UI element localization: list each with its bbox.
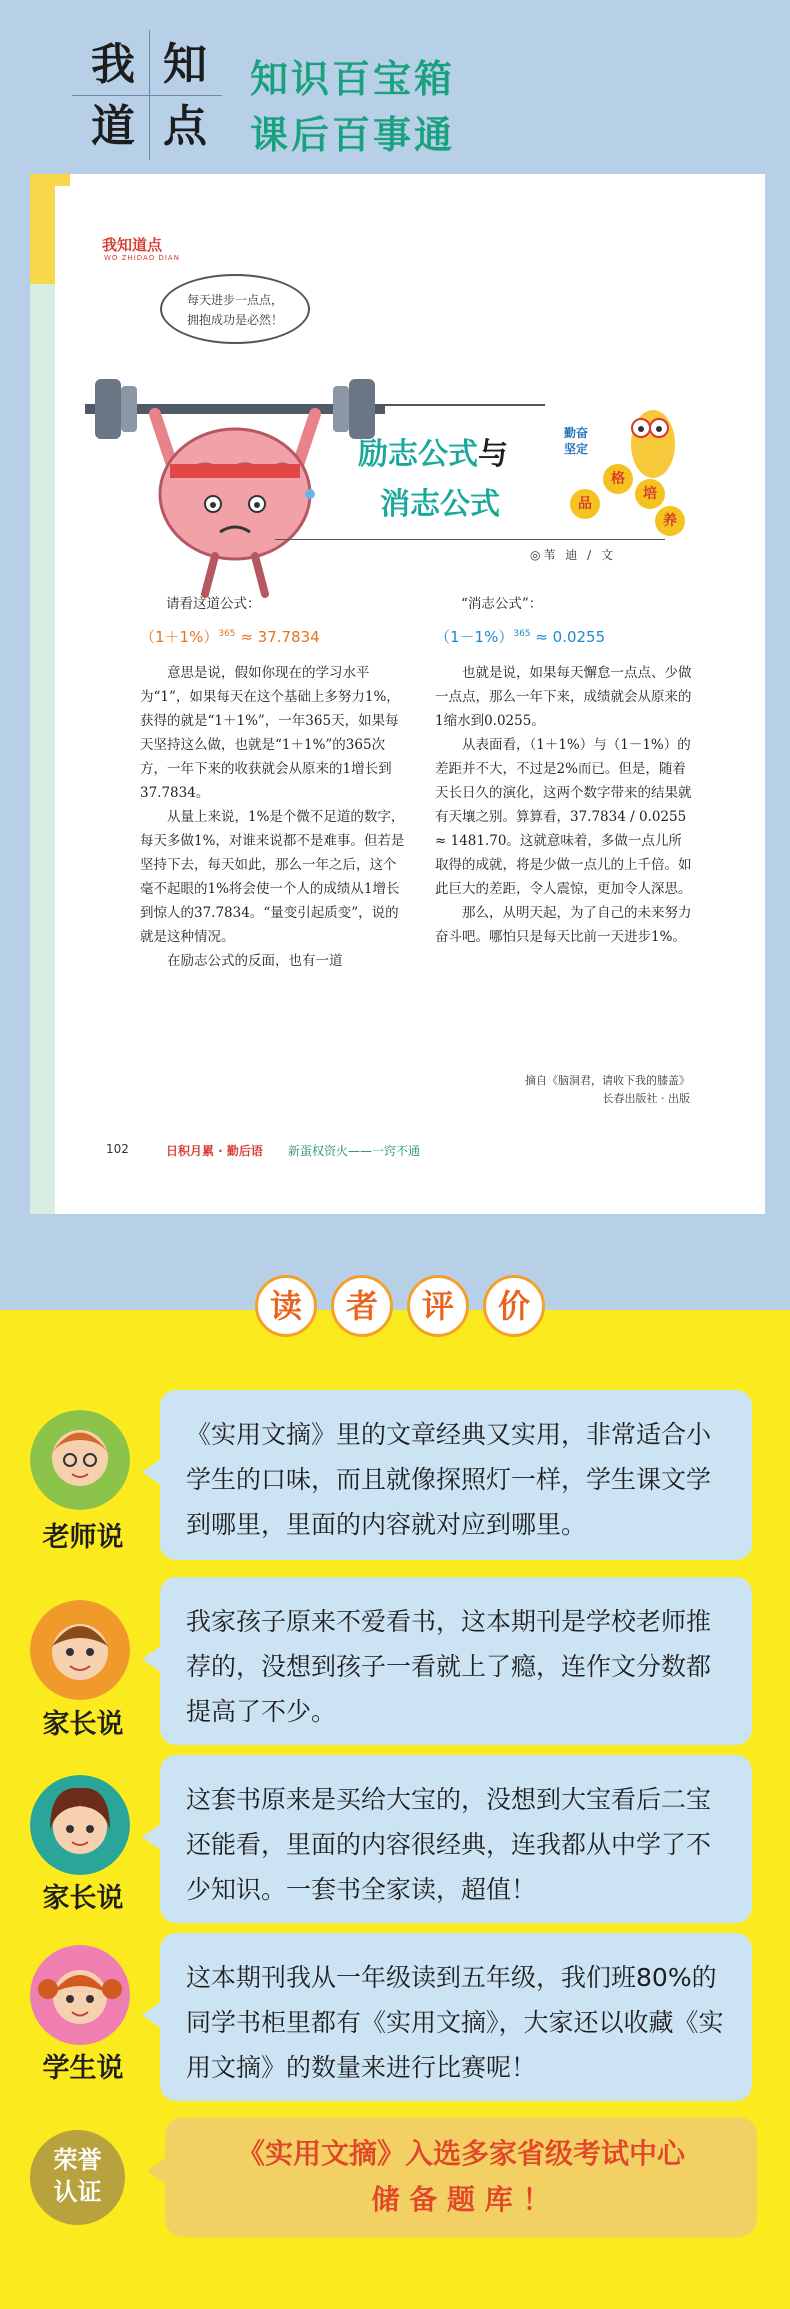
badge-disc: 养 — [655, 506, 685, 536]
formula-2: $(1-1\%)^{365} \approx 0.0255$ — [435, 628, 606, 646]
formula-1: $(1+1\%)^{365} \approx 37.7834$ — [140, 628, 320, 646]
page-footer — [78, 1142, 765, 1162]
footer-brand: 日积月累 · 勤后语 — [166, 1144, 263, 1158]
article-title-part-1: 励志公式与 — [358, 437, 508, 472]
review-card: 《实用文摘》里的文章经典又实用，非常适合小学生的口味，而且就像探照灯一样，学生课文学到哪里，里面的内容就对应到哪里。 — [160, 1390, 752, 1560]
review-card: 我家孩子原来不爱看书，这本期刊是学校老师推荐的，没想到孩子一看就上了瘾，连作文分数都提高了不少。 — [160, 1577, 752, 1745]
reviewer-role: 家长说 — [42, 1883, 124, 1914]
badge-disc: 培 — [635, 479, 665, 509]
page-number: 102 — [106, 1142, 129, 1156]
citation: 摘自《脑洞君，请收下我的膝盖》 长春出版社 · 出版 — [525, 1074, 690, 1105]
article-author: ◎苇 迪 / 文 — [530, 548, 616, 562]
badge-tag: 坚定 — [564, 442, 589, 456]
paragraph: 意思是说，假如你现在的学习水平为“1”，如果每天在这个基础上多努力1%，获得的就是“1＋1%”，一年365天，如果每天坚持这么做，也就是“1＋1%”的365次方，一年下来的收获就会从原来的1增长到37.7834。 — [140, 665, 400, 801]
section-pinyin: WO ZHIDAO DIAN — [104, 254, 180, 262]
parent-mother-avatar-icon — [30, 1775, 130, 1875]
reviewer-role: 学生说 — [42, 2053, 124, 2084]
logo-char: 道 — [91, 101, 135, 152]
badge-disc: 品 — [570, 489, 600, 519]
parent-boy-avatar-icon — [30, 1600, 130, 1700]
logo-char: 点 — [163, 101, 207, 152]
logo-char: 知 — [163, 39, 207, 90]
brain-lifting-dumbbell-icon — [85, 344, 385, 604]
reviewer-role: 老师说 — [42, 1522, 124, 1553]
article-page-preview — [30, 174, 765, 1214]
paragraph: 从表面看，（1＋1%）与（1－1%）的差距并不大，不过是2%而已。但是，随着天长日久的演化，这两个数字带来的结果就有天壤之别。算算看，37.7834 / 0.0255 ≈ 1481.70。这就意味着，多做一点儿所取得的成就，将是少做一点儿的上千倍。如此巨大的差距，令人震惊，更加令人深思。 — [435, 737, 692, 897]
paragraph: 那么，从明天起，为了自己的未来努力奋斗吧。哪怕只是每天比前一天进步1%。 — [435, 905, 692, 945]
review-card: 这本期刊我从一年级读到五年级，我们班80%的同学书柜里都有《实用文摘》，大家还以收藏《实用文摘》的数量来进行比赛呢！ — [160, 1933, 752, 2101]
brand-logo — [72, 30, 232, 160]
slogan-line-1: 知识百宝箱 — [250, 57, 456, 101]
honor-badge: 荣誉 认证 — [30, 2130, 125, 2225]
review-card: 这套书原来是买给大宝的，没想到大宝看后二宝还能看，里面的内容很经典，连我都从中学了不少知识。一套书全家读，超值！ — [160, 1755, 752, 1923]
honor-card: 《实用文摘》入选多家省级考试中心 储 备 题 库 ！ — [165, 2117, 757, 2237]
paragraph: 也就是说，如果每天懈怠一点点、少做一点点，那么一年下来，成绩就会从原来的1缩水到0.0255。 — [435, 665, 692, 729]
article-column-right: “消志公式”： $(1-1\%)^{365} \approx 0.0255$ 也就是说，如果每天懈怠一点点、少做一点点，那么一年下来，成绩就会从原来的1缩水到0.0255。 从表面看，（1＋1%）与（1－1%）的差距并不大，不过是2%而已。但是，随着天长日久的演化，这两个数字带来的结果就有天壤之别。算算看，37.7834 / 0.0255 ≈ 1481.70。这就意味着，多做一点儿所取得的成就，将是少做一点儿的上千倍。如此巨大的差距，令人震惊，更加令人深思。 那么，从明天起，为了自己的未来努力奋斗吧。哪怕只是每天比前一天进步1%。 — [435, 592, 695, 949]
logo-char: 我 — [91, 39, 135, 90]
teacher-avatar-icon — [30, 1410, 130, 1510]
badge-tag: 勤奋 — [564, 426, 589, 440]
reviewer-role: 家长说 — [42, 1709, 124, 1740]
article-column-left: 请看这道公式： $(1+1\%)^{365} \approx 37.7834$ 意思是说，假如你现在的学习水平为“1”，如果每天在这个基础上多努力1%，获得的就是“1＋1%”，一年365天，如果每天坚持这么做，也就是“1＋1%”的365次方，一年下来的收获就会从原来的1增长到37.7834。 从量上来说，1%是个微不足道的数字，每天多做1%，对谁来说都不是难事。但若是坚持下去，每天如此，那么一年之后，这个毫不起眼的1%将会使一个人的成绩从1增长到惊人的37.7834。“量变引起质变”，说的就是这种情况。 在励志公式的反面，也有一道 — [140, 592, 405, 973]
badge-disc: 格 — [603, 464, 633, 494]
paragraph: 从量上来说，1%是个微不足道的数字，每天多做1%，对谁来说都不是难事。但若是坚持下去，每天如此，那么一年之后，这个毫不起眼的1%将会使一个人的成绩从1增长到惊人的37.7834。“量变引起质变”，说的就是这种情况。 — [140, 809, 405, 945]
slogan-line-2: 课后百事通 — [250, 113, 456, 157]
article-title-part-2: 消志公式 — [380, 487, 500, 522]
reviews-title: 读 者 评 价 — [255, 1275, 545, 1345]
student-girl-avatar-icon — [30, 1945, 130, 2045]
footer-book: 新蛋权资火——一窍不通 — [288, 1144, 421, 1158]
speech-bubble: 每天进步一点点， 拥抱成功是必然！ — [160, 274, 310, 344]
section-title: 我知道点 — [102, 236, 163, 254]
paragraph: 在励志公式的反面，也有一道 — [167, 953, 343, 969]
